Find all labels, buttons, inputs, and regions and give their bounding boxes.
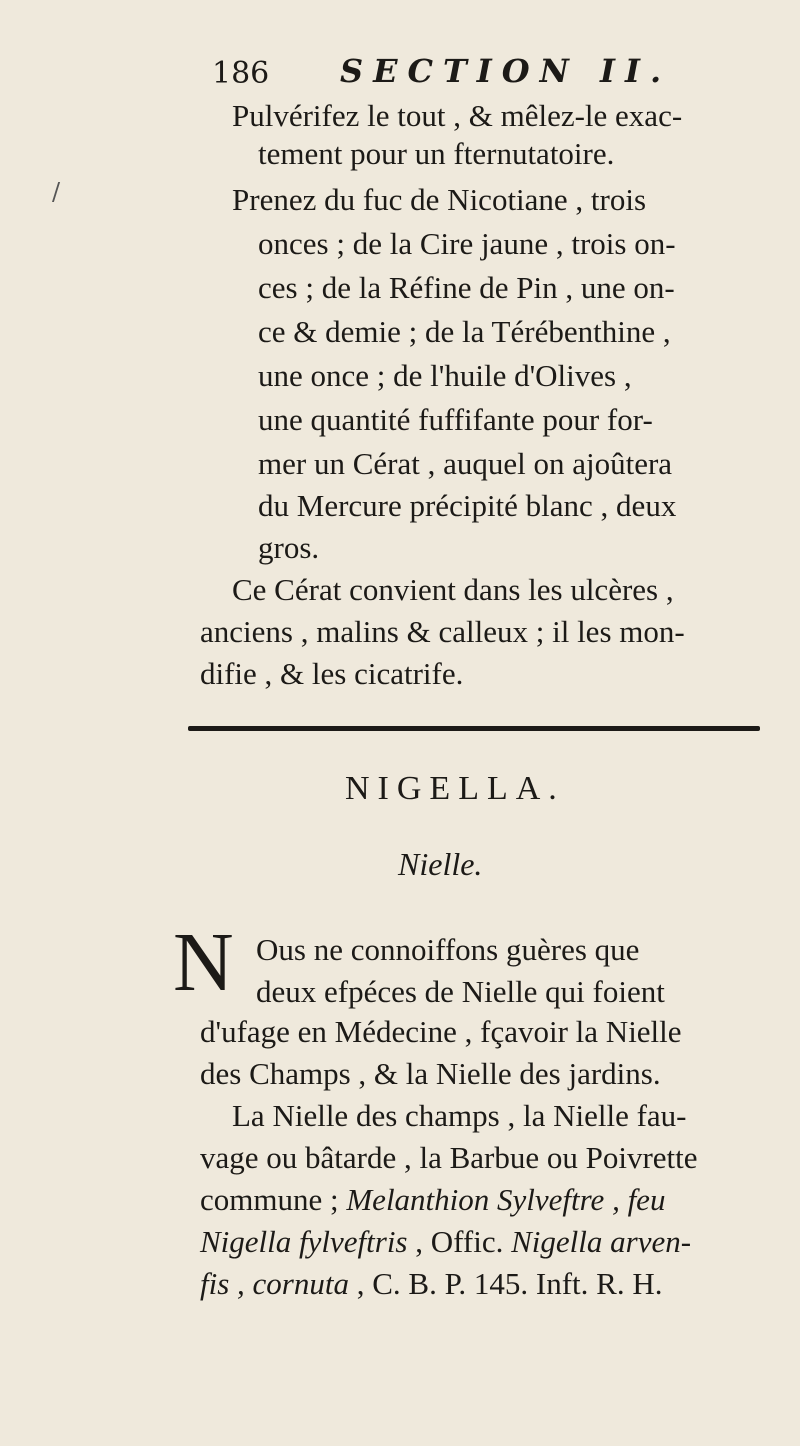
page-number: 186 [212, 56, 270, 91]
text-line: Ce Cérat convient dans les ulcères , [232, 572, 674, 607]
text-roman: , Offic. [407, 1224, 512, 1259]
section-title: SECTION II. [340, 52, 672, 90]
text-roman: commune ; [200, 1182, 347, 1217]
text-line: d'ufage en Médecine , fçavoir la Nielle [200, 1014, 682, 1049]
text-line: ce & demie ; de la Térébenthine , [258, 314, 671, 349]
text-italic: fis , cornuta [200, 1266, 349, 1301]
margin-mark: / [52, 178, 61, 206]
text-line: tement pour un fternutatoire. [258, 136, 615, 171]
text-line: vage ou bâtarde , la Barbue ou Poivrette [200, 1140, 698, 1175]
text-line: onces ; de la Cire jaune , trois on- [258, 226, 676, 261]
text-line: Pulvérifez le tout , & mêlez-le exac- [232, 98, 683, 133]
text-line: Ous ne connoiffons guères que [256, 932, 640, 967]
text-line: difie , & les cicatrife. [200, 656, 464, 691]
drop-cap: N [173, 916, 234, 1009]
text-line: anciens , malins & calleux ; il les mon- [200, 614, 685, 649]
text-line: Prenez du fuc de Nicotiane , trois [232, 182, 647, 217]
running-header [212, 50, 772, 98]
text-italic: Melanthion Sylveftre , feu [346, 1182, 666, 1217]
text-line [200, 1222, 691, 1262]
text-line: ces ; de la Réfine de Pin , une on- [258, 270, 675, 305]
text-line: du Mercure précipité blanc , deux [258, 488, 677, 523]
text-italic: Nigella fylveftris [200, 1224, 408, 1259]
text-line: une once ; de l'huile d'Olives , [258, 358, 632, 393]
text-line [200, 1264, 662, 1304]
text-roman: , C. B. P. 145. Inft. R. H. [348, 1266, 663, 1301]
text-line [200, 1180, 665, 1220]
text-line: deux efpéces de Nielle qui foient [256, 974, 665, 1009]
text-line: une quantité fuffifante pour for- [258, 402, 653, 437]
text-line: gros. [258, 530, 320, 565]
text-line: La Nielle des champs , la Nielle fau- [232, 1098, 687, 1133]
text-italic: Nigella arven- [511, 1224, 692, 1259]
section-heading: NIGELLA. [345, 770, 565, 807]
section-divider [188, 726, 760, 731]
text-line: mer un Cérat , auquel on ajoûtera [258, 446, 673, 481]
section-subheading: Nielle. [398, 846, 483, 882]
text-line: des Champs , & la Nielle des jardins. [200, 1056, 661, 1091]
